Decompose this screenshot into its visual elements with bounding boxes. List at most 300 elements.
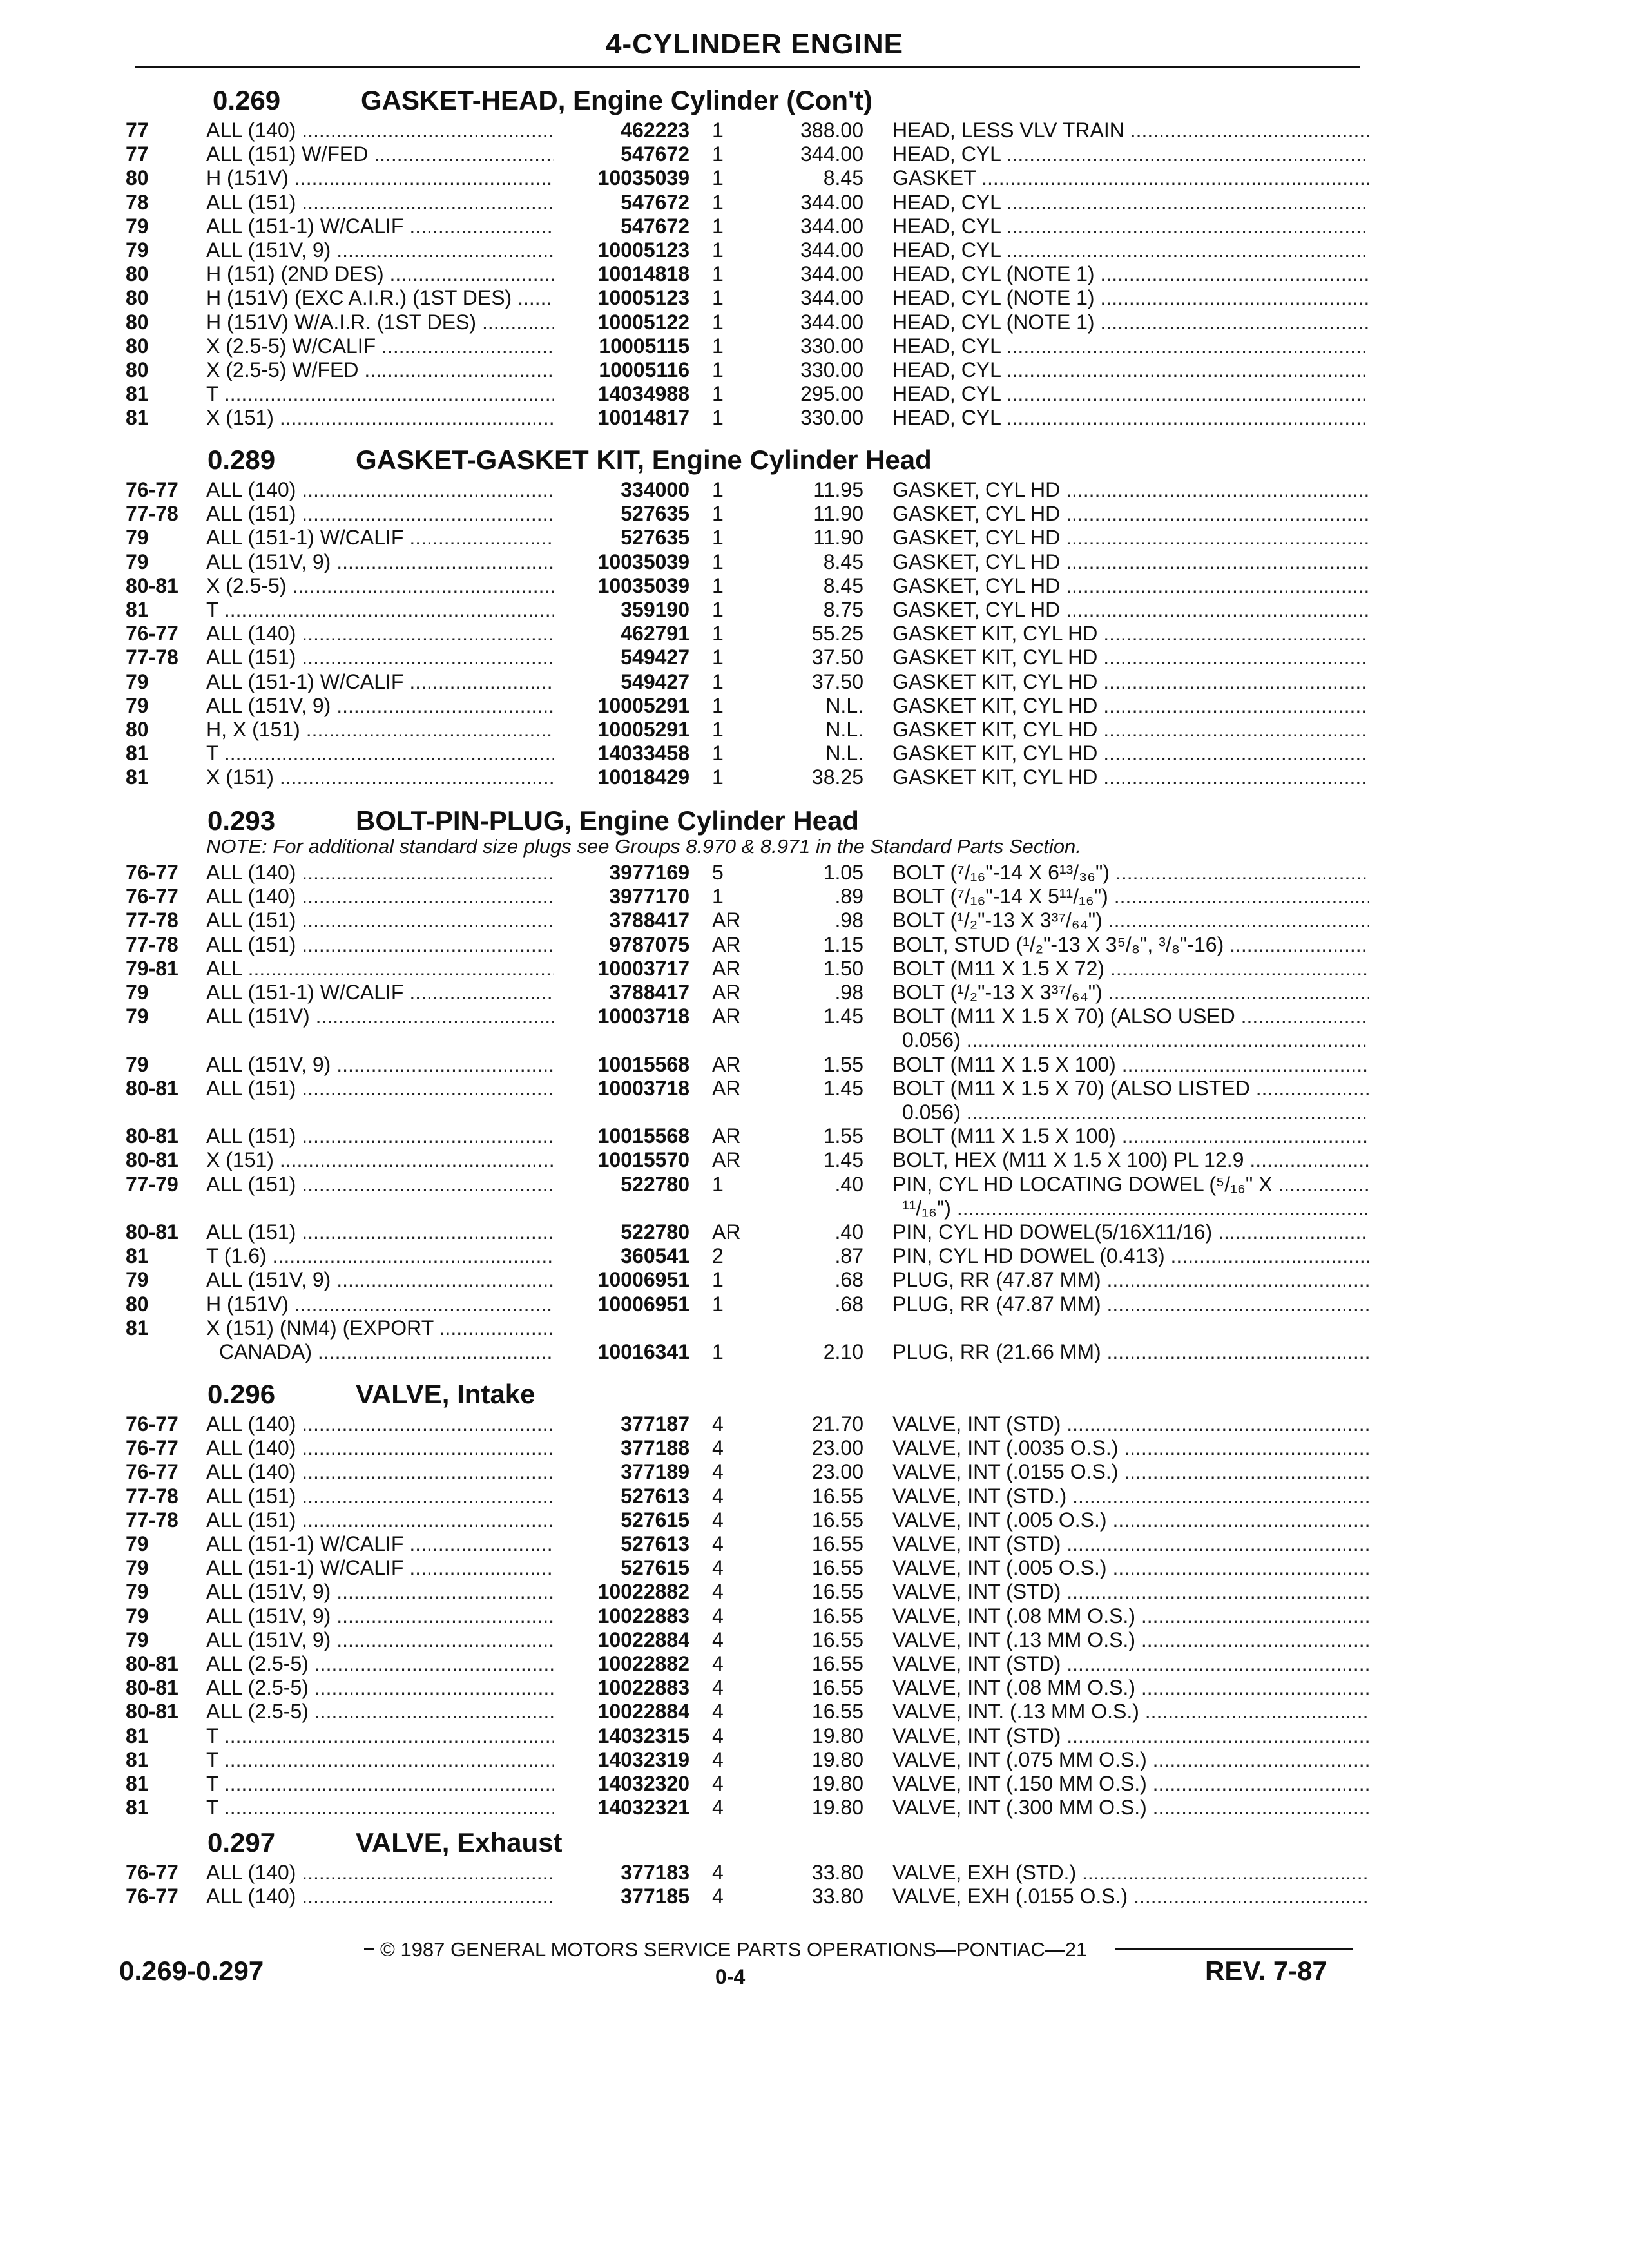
description: HEAD, CYL (NOTE 1) ..... [892, 311, 1369, 334]
quantity: 1 [712, 646, 724, 669]
description: VALVE, INT. (.13 MM O.S.) ..... [892, 1700, 1369, 1724]
section-heading [207, 1379, 535, 1410]
price: 388.00 [800, 119, 863, 142]
application: ALL (140) ..... [206, 1460, 554, 1484]
part-number: 14032319 [597, 1747, 689, 1771]
table-row [0, 742, 1629, 765]
quantity: 4 [712, 1532, 724, 1555]
description: BOLT (M11 X 1.5 X 72) ..... [892, 957, 1369, 981]
price: 344.00 [800, 142, 863, 166]
model-year: 80 [126, 262, 149, 286]
model-year: 79 [126, 1004, 149, 1028]
application: ALL (140) ..... [206, 1412, 554, 1436]
table-row [0, 1580, 1629, 1604]
quantity: 1 [712, 598, 724, 621]
application: ALL (151-1) W/CALIF ..... [206, 670, 554, 694]
table-row [0, 119, 1629, 142]
model-year: 76-77 [126, 1861, 178, 1884]
quantity: 4 [712, 1796, 724, 1820]
part-number: 10022883 [597, 1676, 689, 1700]
part-number: 10005123 [597, 286, 689, 310]
price: 330.00 [800, 358, 863, 381]
table-row [0, 1700, 1629, 1724]
description: VALVE, INT (.08 MM O.S.) ..... [892, 1676, 1369, 1700]
quantity: 1 [712, 1268, 724, 1292]
application: ALL (151V) ..... [206, 1004, 554, 1028]
price: 23.00 [811, 1436, 863, 1460]
part-number: 10022884 [597, 1628, 689, 1651]
quantity: 1 [712, 214, 724, 238]
description: BOLT, STUD (¹/₂"-13 X 3⁵/₈", ³/₈"-16) ..... [892, 933, 1369, 957]
description: VALVE, INT (.13 MM O.S.) ..... [892, 1628, 1369, 1652]
description: VALVE, INT (.0035 O.S.) ..... [892, 1436, 1369, 1460]
application: ALL (2.5-5) ..... [206, 1652, 554, 1676]
table-row [0, 957, 1629, 981]
application: ALL (151-1) W/CALIF ..... [206, 526, 554, 550]
part-number: 10035039 [597, 166, 689, 190]
description: BOLT (¹/₂"-13 X 3³⁷/₆₄") ..... [892, 908, 1369, 932]
model-year: 79 [126, 1604, 149, 1628]
price: 16.55 [811, 1556, 863, 1580]
description: HEAD, CYL ..... [892, 191, 1369, 215]
description: HEAD, CYL ..... [892, 382, 1369, 406]
section-title: GASKET-HEAD, Engine Cylinder (Con't) [361, 85, 873, 115]
model-year: 81 [126, 765, 149, 789]
price: 330.00 [800, 334, 863, 358]
price: .98 [834, 908, 863, 932]
model-year: 81 [126, 742, 149, 765]
part-number: 9787075 [609, 932, 689, 956]
application: ALL (151) ..... [206, 1485, 554, 1508]
section-number: 0.269 [213, 85, 281, 115]
application: ALL (151) ..... [206, 1173, 554, 1196]
description: HEAD, CYL ..... [892, 406, 1369, 430]
quantity: 1 [712, 119, 724, 142]
model-year: 81 [126, 1772, 149, 1795]
table-row [0, 1676, 1629, 1700]
model-year: 81 [126, 406, 149, 430]
description: PLUG, RR (47.87 MM) ..... [892, 1293, 1369, 1316]
quantity: AR [712, 1220, 741, 1244]
part-number: 3977170 [609, 885, 689, 908]
model-year: 77 [126, 142, 149, 166]
application: X (2.5-5) ..... [206, 574, 554, 598]
part-number: 10005116 [599, 358, 689, 381]
price: 8.75 [823, 598, 863, 621]
description: VALVE, INT (.0155 O.S.) ..... [892, 1460, 1369, 1484]
quantity: 1 [712, 334, 724, 358]
part-number: 10005115 [599, 334, 689, 358]
table-row [0, 933, 1629, 957]
model-year: 80 [126, 286, 149, 310]
quantity: 4 [712, 1460, 724, 1484]
price: 344.00 [800, 310, 863, 334]
quantity: 4 [712, 1676, 724, 1700]
table-row [0, 1796, 1629, 1820]
table-row [0, 382, 1629, 406]
quantity: 1 [712, 190, 724, 214]
table-row [0, 1293, 1629, 1316]
quantity: 4 [712, 1724, 724, 1747]
description-continued: 0.056) ..... [902, 1028, 1369, 1052]
table-row [0, 550, 1629, 574]
quantity: 1 [712, 262, 724, 286]
quantity: 4 [712, 1508, 724, 1532]
model-year: 79 [126, 1580, 149, 1604]
table-row [0, 1124, 1629, 1148]
price: 33.80 [811, 1885, 863, 1908]
model-year: 79 [126, 669, 149, 693]
model-year: 80-81 [126, 573, 178, 597]
application: ALL (151V, 9) ..... [206, 1628, 554, 1652]
application: X (151) ..... [206, 1148, 554, 1172]
model-year: 77-78 [126, 1508, 178, 1532]
part-number: 527613 [621, 1484, 689, 1508]
table-row [0, 1652, 1629, 1676]
application: ALL (151-1) W/CALIF ..... [206, 215, 554, 238]
price: 344.00 [800, 190, 863, 214]
section-number: 0.289 [207, 445, 276, 475]
model-year: 78 [126, 190, 149, 214]
price: .89 [834, 885, 863, 908]
application: X (151) ..... [206, 765, 554, 789]
price: 37.50 [811, 646, 863, 669]
price: 16.55 [811, 1484, 863, 1508]
model-year: 76-77 [126, 622, 178, 646]
application: ALL (151) ..... [206, 1077, 554, 1100]
table-row-continued [0, 1340, 1629, 1364]
part-number: 462791 [621, 622, 689, 646]
table-row [0, 670, 1629, 694]
table-row [0, 334, 1629, 358]
model-year: 77-78 [126, 932, 178, 956]
model-year: 79 [126, 1628, 149, 1651]
application: ALL (140) ..... [206, 1885, 554, 1908]
quantity: 5 [712, 861, 724, 884]
price: 344.00 [800, 286, 863, 310]
description: HEAD, LESS VLV TRAIN ..... [892, 119, 1369, 142]
description: PIN, CYL HD DOWEL(5/16X11/16) ..... [892, 1220, 1369, 1244]
table-row [0, 478, 1629, 502]
price: .68 [834, 1292, 863, 1316]
price: 33.80 [811, 1861, 863, 1884]
description: HEAD, CYL ..... [892, 334, 1369, 358]
model-year: 81 [126, 1724, 149, 1747]
part-number: 10035039 [597, 550, 689, 573]
price: 16.55 [811, 1676, 863, 1700]
description: GASKET, CYL HD ..... [892, 598, 1369, 622]
description: VALVE, EXH (STD.) ..... [892, 1861, 1369, 1885]
quantity: 1 [712, 310, 724, 334]
model-year: 79 [126, 693, 149, 717]
quantity: 1 [712, 1292, 724, 1316]
part-number: 10005122 [597, 310, 689, 334]
quantity: 2 [712, 1244, 724, 1268]
section-heading [207, 1827, 563, 1858]
application: T ..... [206, 598, 554, 622]
quantity: 1 [712, 526, 724, 550]
quantity: 4 [712, 1556, 724, 1580]
description: GASKET, CYL HD ..... [892, 502, 1369, 526]
quantity: 4 [712, 1484, 724, 1508]
table-row [0, 191, 1629, 215]
part-number: 334000 [621, 478, 689, 501]
model-year: 80-81 [126, 1676, 178, 1700]
description: PLUG, RR (21.66 MM) ..... [892, 1340, 1369, 1364]
price: 295.00 [800, 382, 863, 406]
part-number: 3977169 [609, 861, 689, 884]
description: VALVE, INT (STD) ..... [892, 1532, 1369, 1556]
part-number: 10022882 [597, 1580, 689, 1604]
model-year: 79 [126, 238, 149, 262]
part-number: 527635 [621, 526, 689, 550]
part-number: 14032315 [597, 1724, 689, 1747]
part-number: 377189 [621, 1460, 689, 1484]
application: ALL (151) ..... [206, 933, 554, 957]
quantity: AR [712, 956, 741, 980]
model-year: 77-78 [126, 908, 178, 932]
application: H (151V) ..... [206, 1293, 554, 1316]
table-row-continued [0, 1028, 1629, 1052]
section-note: NOTE: For additional standard size plugs see Groups 8.970 & 8.971 in the Standard Parts Section. [206, 835, 1081, 858]
description: HEAD, CYL (NOTE 1) ..... [892, 286, 1369, 310]
application: T ..... [206, 1796, 554, 1820]
price: 1.15 [823, 932, 863, 956]
page-header-title: 4-CYLINDER ENGINE [606, 28, 903, 60]
description: GASKET, CYL HD ..... [892, 574, 1369, 598]
price: 1.05 [823, 861, 863, 884]
part-number: 360541 [621, 1244, 689, 1268]
description: BOLT (M11 X 1.5 X 100) ..... [892, 1124, 1369, 1148]
description: VALVE, INT (STD) ..... [892, 1580, 1369, 1604]
description: GASKET KIT, CYL HD ..... [892, 694, 1369, 718]
quantity: 1 [712, 478, 724, 501]
table-row [0, 574, 1629, 598]
part-number: 10005123 [597, 238, 689, 262]
price: N.L. [825, 693, 863, 717]
quantity: 1 [712, 693, 724, 717]
section-number: 0.296 [207, 1379, 276, 1409]
quantity: 4 [712, 1747, 724, 1771]
application: ALL (2.5-5) ..... [206, 1700, 554, 1724]
table-row [0, 142, 1629, 166]
section-title: VALVE, Exhaust [356, 1827, 563, 1858]
description-continued: ¹¹/₁₆") ..... [902, 1196, 1369, 1220]
quantity: 1 [712, 742, 724, 765]
quantity: 4 [712, 1628, 724, 1651]
footer-copyright: © 1987 GENERAL MOTORS SERVICE PARTS OPERATIONS—PONTIAC—21 [380, 1938, 1088, 1961]
part-number: 10015568 [597, 1124, 689, 1148]
application: ALL (151V, 9) ..... [206, 550, 554, 574]
table-row [0, 502, 1629, 526]
quantity: 1 [712, 573, 724, 597]
application: ALL (140) ..... [206, 1436, 554, 1460]
part-number: 10022882 [597, 1652, 689, 1675]
application: T ..... [206, 1724, 554, 1748]
price: 11.95 [813, 478, 863, 501]
description: VALVE, INT (STD) ..... [892, 1724, 1369, 1748]
quantity: 4 [712, 1772, 724, 1795]
table-row [0, 1460, 1629, 1484]
description: VALVE, INT (.075 MM O.S.) ..... [892, 1748, 1369, 1772]
quantity: AR [712, 1004, 741, 1028]
application: ALL (140) ..... [206, 622, 554, 646]
quantity: 1 [712, 669, 724, 693]
part-number: 10003718 [597, 1004, 689, 1028]
model-year: 79 [126, 214, 149, 238]
quantity: AR [712, 1148, 741, 1172]
part-number: 14032321 [597, 1796, 689, 1820]
table-row [0, 215, 1629, 238]
part-number: 10003717 [597, 956, 689, 980]
section-heading [207, 805, 859, 836]
price: 16.55 [811, 1604, 863, 1628]
application: ALL (151V, 9) ..... [206, 1580, 554, 1604]
table-row [0, 262, 1629, 286]
part-number: 14033458 [597, 742, 689, 765]
part-number: 547672 [621, 190, 689, 214]
price: 19.80 [811, 1796, 863, 1820]
section-title: VALVE, Intake [356, 1379, 535, 1409]
quantity: 4 [712, 1700, 724, 1724]
table-row [0, 646, 1629, 669]
description: HEAD, CYL ..... [892, 358, 1369, 382]
price: 11.90 [813, 502, 863, 526]
description: BOLT (¹/₂"-13 X 3³⁷/₆₄") ..... [892, 981, 1369, 1004]
price: .87 [834, 1244, 863, 1268]
quantity: 4 [712, 1885, 724, 1908]
quantity: 1 [712, 142, 724, 166]
quantity: 1 [712, 406, 724, 430]
price: 38.25 [811, 765, 863, 789]
description: HEAD, CYL ..... [892, 215, 1369, 238]
quantity: 1 [712, 382, 724, 406]
table-row [0, 1508, 1629, 1532]
description: GASKET, CYL HD ..... [892, 526, 1369, 550]
price: 344.00 [800, 214, 863, 238]
description: BOLT, HEX (M11 X 1.5 X 100) PL 12.9 ..... [892, 1148, 1369, 1172]
price: 16.55 [811, 1652, 863, 1675]
header-rule [135, 66, 1360, 68]
quantity: 1 [712, 885, 724, 908]
table-row [0, 1077, 1629, 1100]
price: 8.45 [823, 573, 863, 597]
description: PLUG, RR (47.87 MM) ..... [892, 1268, 1369, 1292]
price: 8.45 [823, 550, 863, 573]
description: GASKET ..... [892, 166, 1369, 190]
price: 1.45 [823, 1076, 863, 1100]
model-year: 76-77 [126, 885, 178, 908]
application: ALL (140) ..... [206, 861, 554, 885]
part-number: 14034988 [597, 382, 689, 406]
part-number: 527615 [621, 1556, 689, 1580]
application: ALL (151) ..... [206, 1124, 554, 1148]
description: GASKET, CYL HD ..... [892, 550, 1369, 574]
price: .40 [834, 1220, 863, 1244]
quantity: AR [712, 1052, 741, 1076]
description: GASKET KIT, CYL HD ..... [892, 622, 1369, 646]
quantity: AR [712, 1076, 741, 1100]
description: BOLT (M11 X 1.5 X 100) ..... [892, 1053, 1369, 1077]
application: T (1.6) ..... [206, 1244, 554, 1268]
model-year: 79 [126, 1556, 149, 1580]
price: .68 [834, 1268, 863, 1292]
quantity: 4 [712, 1580, 724, 1604]
table-row [0, 1053, 1629, 1077]
price: 19.80 [811, 1772, 863, 1795]
footer-rule-left [364, 1948, 374, 1950]
description: VALVE, INT (STD.) ..... [892, 1485, 1369, 1508]
section-number: 0.297 [207, 1827, 276, 1858]
part-number: 10015570 [597, 1148, 689, 1172]
model-year: 77-79 [126, 1172, 178, 1196]
model-year: 81 [126, 1316, 149, 1340]
application: ALL (151V, 9) ..... [206, 1053, 554, 1077]
table-row [0, 286, 1629, 310]
application: ALL (151) ..... [206, 502, 554, 526]
application: H (151V) (EXC A.I.R.) (1ST DES) ..... [206, 286, 554, 310]
model-year: 79 [126, 1268, 149, 1292]
table-row [0, 765, 1629, 789]
price: 16.55 [811, 1700, 863, 1724]
model-year: 80 [126, 358, 149, 381]
quantity: 1 [712, 622, 724, 646]
model-year: 76-77 [126, 478, 178, 501]
application: T ..... [206, 1772, 554, 1796]
part-number: 462223 [621, 119, 689, 142]
table-row [0, 406, 1629, 430]
table-row [0, 1173, 1629, 1196]
table-row [0, 238, 1629, 262]
price: 16.55 [811, 1508, 863, 1532]
table-row [0, 1268, 1629, 1292]
quantity: 1 [712, 550, 724, 573]
price: 8.45 [823, 166, 863, 190]
price: 21.70 [811, 1412, 863, 1436]
quantity: 1 [712, 358, 724, 381]
model-year: 81 [126, 598, 149, 621]
quantity: 4 [712, 1652, 724, 1675]
application: ALL (151) W/FED ..... [206, 142, 554, 166]
part-number: 10014817 [597, 406, 689, 430]
price: N.L. [825, 742, 863, 765]
part-number: 377187 [621, 1412, 689, 1436]
application: ALL (151V, 9) ..... [206, 694, 554, 718]
price: 37.50 [811, 669, 863, 693]
price: 1.50 [823, 956, 863, 980]
part-number: 10005291 [597, 693, 689, 717]
part-number: 527615 [621, 1508, 689, 1532]
table-row [0, 1316, 1629, 1340]
application: ALL (151V, 9) ..... [206, 238, 554, 262]
application: X (151) ..... [206, 406, 554, 430]
price: 23.00 [811, 1460, 863, 1484]
application: ALL (151) ..... [206, 191, 554, 215]
section-number: 0.293 [207, 805, 276, 836]
table-row [0, 1628, 1629, 1652]
price: 55.25 [811, 622, 863, 646]
part-number: 377183 [621, 1861, 689, 1884]
price: 19.80 [811, 1747, 863, 1771]
description: VALVE, INT (.300 MM O.S.) ..... [892, 1796, 1369, 1820]
price: 2.10 [823, 1340, 863, 1363]
price: 19.80 [811, 1724, 863, 1747]
description: GASKET, CYL HD ..... [892, 478, 1369, 502]
model-year: 76-77 [126, 1412, 178, 1436]
application: X (2.5-5) W/CALIF ..... [206, 334, 554, 358]
table-row [0, 885, 1629, 908]
quantity: 4 [712, 1412, 724, 1436]
